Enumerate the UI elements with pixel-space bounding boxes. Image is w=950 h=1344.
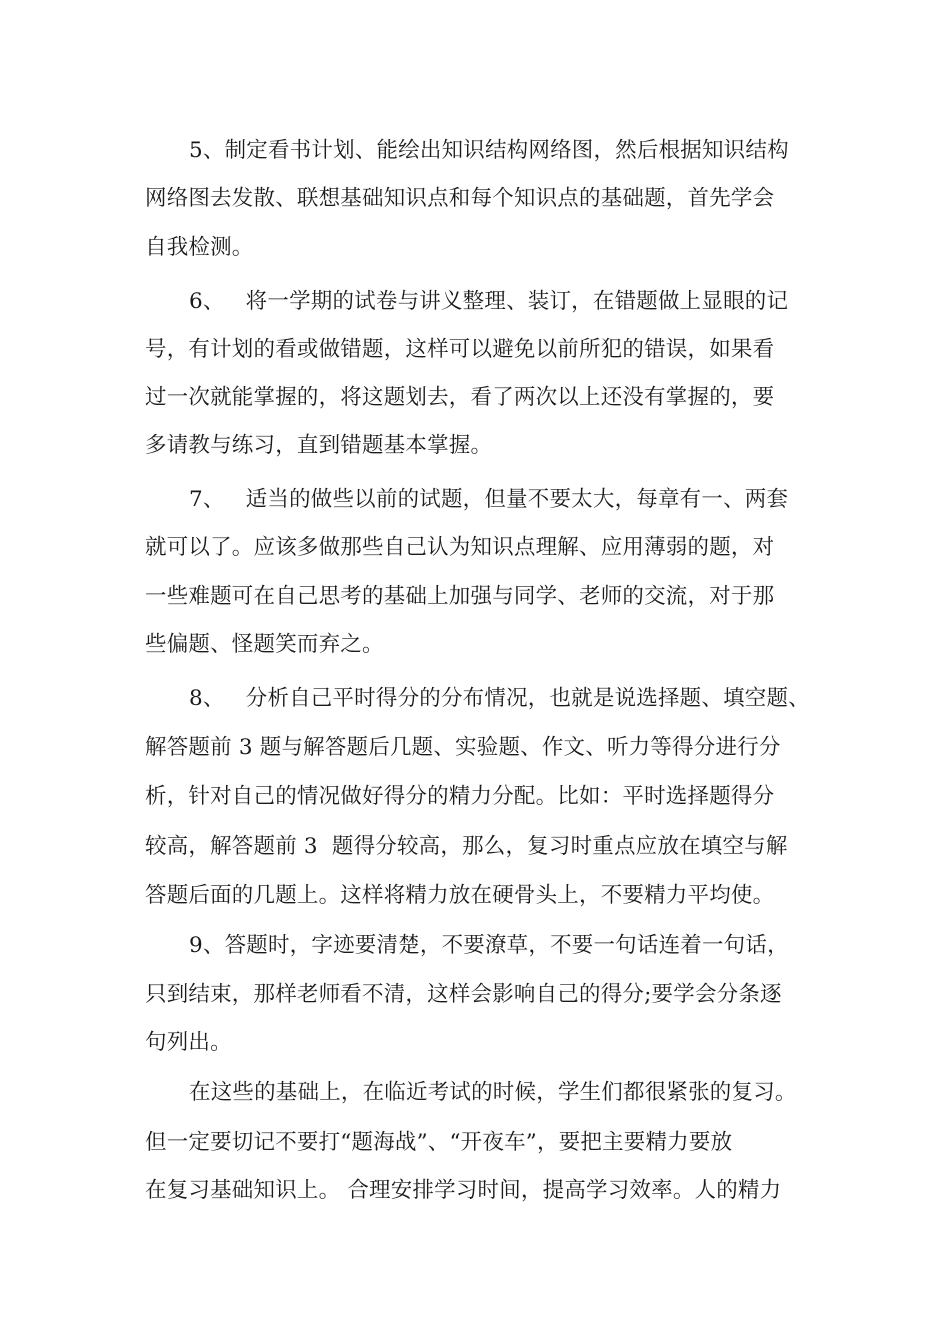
paragraph-5-line-2: 网络图去发散、联想基础知识点和每个知识点的基础题，首先学会 [145, 186, 775, 211]
paragraph-7-line-4: 些偏题、怪题笑而弃之。 [145, 632, 384, 657]
paragraph-8-line-2: 解答题前 3 题与解答题后几题、实验题、作文、听力等得分进行分 [145, 735, 781, 760]
paragraph-6-line-4: 多请教与练习，直到错题基本掌握。 [145, 433, 493, 458]
paragraph-6-line-1: 6、 将一学期的试卷与讲义整理、装订，在错题做上显眼的记 [189, 289, 789, 314]
paragraph-6-line-2: 号，有计划的看或做错题，这样可以避免以前所犯的错误，如果看 [145, 337, 775, 362]
paragraph-9-line-1: 9、答题时，字迹要清楚，不要潦草，不要一句话连着一句话， [189, 933, 789, 958]
paragraph-9-line-3: 句列出。 [145, 1030, 232, 1055]
paragraph-10-line-1: 在这些的基础上，在临近考试的时候，学生们都很紧张的复习。 [189, 1080, 797, 1105]
paragraph-10-line-3: 在复习基础知识上。 合理安排学习时间，提高学习效率。人的精力 [145, 1178, 782, 1203]
paragraph-6-line-3: 过一次就能掌握的，将这题划去，看了两次以上还没有掌握的，要 [145, 385, 775, 410]
paragraph-7-line-2: 就可以了。应该多做那些自己认为知识点理解、应用薄弱的题，对 [145, 535, 775, 560]
paragraph-10-line-2: 但一定要切记不要打“题海战”、“开夜车”，要把主要精力要放 [145, 1130, 733, 1155]
paragraph-7-line-1: 7、 适当的做些以前的试题，但量不要太大，每章有一、两套 [189, 487, 789, 512]
paragraph-5-line-3: 自我检测。 [145, 235, 254, 260]
paragraph-8-line-4: 较高，解答题前 3 题得分较高，那么，复习时重点应放在填空与解 [145, 834, 788, 859]
paragraph-8-line-1: 8、 分析自己平时得分的分布情况，也就是说选择题、填空题、 [189, 686, 810, 711]
paragraph-9-line-2: 只到结束，那样老师看不清，这样会影响自己的得分;要学会分条逐 [145, 982, 782, 1007]
paragraph-7-line-3: 一些难题可在自己思考的基础上加强与同学、老师的交流，对于那 [145, 584, 775, 609]
paragraph-5-line-1: 5、制定看书计划、能绘出知识结构网络图，然后根据知识结构 [189, 138, 789, 163]
paragraph-8-line-5: 答题后面的几题上。这样将精力放在硬骨头上，不要精力平均使。 [145, 883, 775, 908]
paragraph-8-line-3: 析，针对自己的情况做好得分的精力分配。比如：平时选择题得分 [145, 784, 775, 809]
